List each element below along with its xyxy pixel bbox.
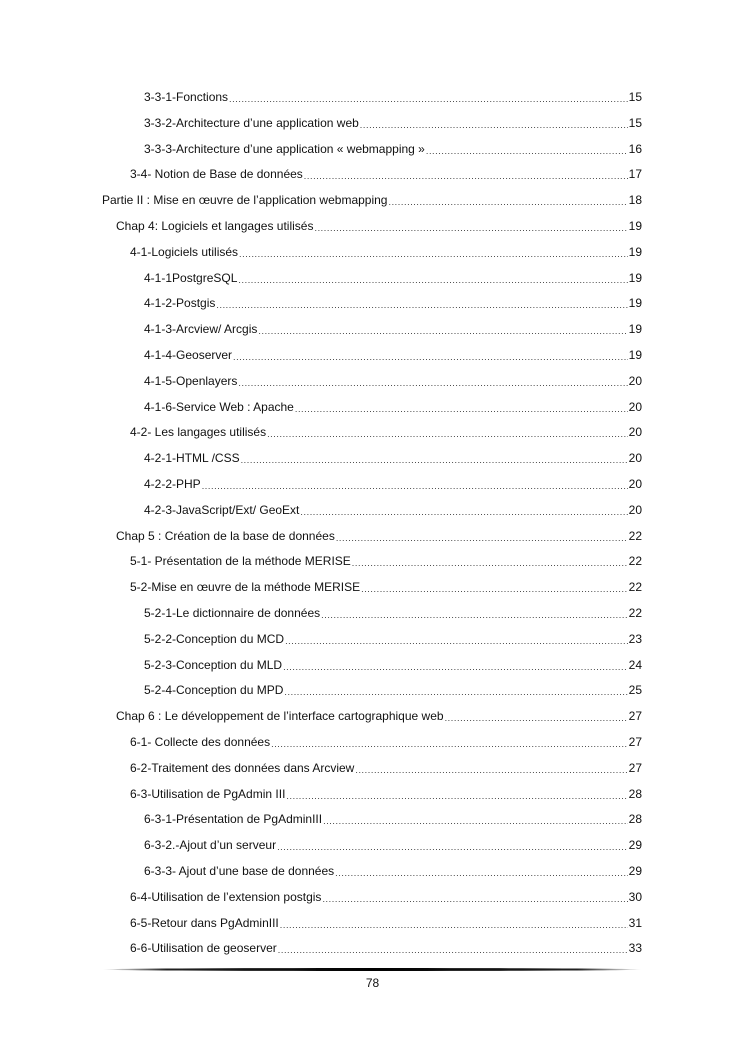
toc-dot-leader xyxy=(300,507,627,517)
toc-dot-leader xyxy=(202,481,628,491)
toc-entry[interactable] xyxy=(130,243,642,259)
toc-entry-title: 6-3-3- Ajout d’une base de données xyxy=(144,864,335,878)
toc-entry-title: 5-2-4-Conception du MPD xyxy=(144,683,284,697)
toc-entry[interactable] xyxy=(144,836,642,852)
toc-entry-title: Chap 4: Logiciels et langages utilisés xyxy=(116,219,314,233)
toc-entry-page: 20 xyxy=(628,503,642,517)
toc-entry-title: 4-1-2-Postgis xyxy=(144,296,216,310)
toc-dot-leader xyxy=(241,455,628,465)
toc-entry-title: 4-1-4-Geoserver xyxy=(144,348,233,362)
toc-entry-page: 31 xyxy=(628,916,642,930)
toc-dot-leader xyxy=(360,120,628,130)
toc-dot-leader xyxy=(304,171,628,181)
toc-entry-page: 22 xyxy=(628,606,642,620)
toc-dot-leader xyxy=(233,352,628,362)
toc-entry-page: 29 xyxy=(628,838,642,852)
toc-entry-title: 6-3-1-Présentation de PgAdminIII xyxy=(144,812,323,826)
toc-dot-leader xyxy=(388,197,627,207)
toc-entry-page: 19 xyxy=(628,322,642,336)
footer-divider xyxy=(102,968,642,971)
toc-entry[interactable] xyxy=(144,501,642,517)
toc-entry-page: 28 xyxy=(628,812,642,826)
toc-entry-title: 4-1-5-Openlayers xyxy=(144,374,238,388)
toc-dot-leader xyxy=(229,94,628,104)
toc-entry-title: 6-4-Utilisation de l’extension postgis xyxy=(130,890,322,904)
toc-entry[interactable] xyxy=(130,578,642,594)
toc-entry[interactable] xyxy=(130,888,642,904)
toc-entry-title: 6-1- Collecte des données xyxy=(130,735,271,749)
toc-entry-title: 3-3-1-Fonctions xyxy=(144,90,229,104)
toc-entry[interactable] xyxy=(144,88,642,104)
toc-dot-leader xyxy=(284,687,627,697)
toc-entry[interactable] xyxy=(144,449,642,465)
toc-entry-title: Chap 5 : Création de la base de données xyxy=(116,529,335,543)
toc-entry-title: 4-2-2-PHP xyxy=(144,477,201,491)
toc-entry-page: 20 xyxy=(628,400,642,414)
toc-entry-page: 22 xyxy=(628,580,642,594)
toc-entry-title: Partie II : Mise en œuvre de l’application webmapping xyxy=(102,193,388,207)
toc-entry-page: 18 xyxy=(628,193,642,207)
toc-entry-title: 6-6-Utilisation de geoserver xyxy=(130,941,277,955)
toc-entry-page: 19 xyxy=(628,271,642,285)
toc-entry[interactable] xyxy=(102,191,642,207)
toc-entry-page: 16 xyxy=(628,142,642,156)
toc-entry-page: 22 xyxy=(628,529,642,543)
toc-entry-page: 29 xyxy=(628,864,642,878)
toc-entry[interactable] xyxy=(144,294,642,310)
toc-entry-page: 19 xyxy=(628,348,642,362)
toc-entry[interactable] xyxy=(130,759,642,775)
toc-dot-leader xyxy=(361,584,628,594)
toc-entry-page: 33 xyxy=(628,941,642,955)
toc-entry-title: 5-1- Présentation de la méthode MERISE xyxy=(130,554,351,568)
toc-entry-page: 15 xyxy=(628,116,642,130)
toc-entry[interactable] xyxy=(144,269,642,285)
toc-dot-leader xyxy=(267,429,628,439)
toc-dot-leader xyxy=(238,275,627,285)
toc-dot-leader xyxy=(271,739,628,749)
toc-entry[interactable] xyxy=(144,810,642,826)
toc-entry-page: 20 xyxy=(628,477,642,491)
toc-entry[interactable] xyxy=(116,707,642,723)
toc-dot-leader xyxy=(238,378,627,388)
toc-entry[interactable] xyxy=(130,423,642,439)
toc-entry-page: 20 xyxy=(628,451,642,465)
toc-entry-title: 4-1-Logiciels utilisés xyxy=(130,245,239,259)
toc-dot-leader xyxy=(314,223,627,233)
toc-dot-leader xyxy=(239,249,628,259)
toc-dot-leader xyxy=(336,533,628,543)
toc-dot-leader xyxy=(352,558,628,568)
toc-entry[interactable] xyxy=(130,914,642,930)
toc-entry[interactable] xyxy=(144,346,642,362)
toc-entry-title: 4-1-3-Arcview/ Arcgis xyxy=(144,322,258,336)
toc-entry[interactable] xyxy=(144,862,642,878)
toc-entry[interactable] xyxy=(144,140,642,156)
toc-entry-title: 4-1-6-Service Web : Apache xyxy=(144,400,294,414)
toc-entry-title: 6-3-Utilisation de PgAdmin III xyxy=(130,787,286,801)
toc-entry-page: 25 xyxy=(628,683,642,697)
toc-entry[interactable] xyxy=(144,320,642,336)
toc-entry-page: 23 xyxy=(628,632,642,646)
toc-dot-leader xyxy=(323,816,628,826)
toc-entry[interactable] xyxy=(144,475,642,491)
toc-dot-leader xyxy=(322,894,627,904)
toc-entry[interactable] xyxy=(130,165,642,181)
toc-entry-title: 5-2-1-Le dictionnaire de données xyxy=(144,606,321,620)
toc-entry[interactable] xyxy=(130,939,642,955)
toc-entry-page: 19 xyxy=(628,296,642,310)
toc-entry-title: 5-2-3-Conception du MLD xyxy=(144,658,283,672)
toc-entry-page: 22 xyxy=(628,554,642,568)
toc-entry-page: 28 xyxy=(628,787,642,801)
toc-entry-page: 27 xyxy=(628,735,642,749)
toc-entry[interactable] xyxy=(144,630,642,646)
toc-entry[interactable] xyxy=(130,785,642,801)
toc-dot-leader xyxy=(355,765,627,775)
page-number: 78 xyxy=(365,976,380,990)
toc-entry[interactable] xyxy=(130,552,642,568)
toc-dot-leader xyxy=(321,610,628,620)
toc-dot-leader xyxy=(283,662,628,672)
toc-dot-leader xyxy=(445,713,628,723)
toc-entry-title: Chap 6 : Le développement de l’interface cartographique web xyxy=(116,709,444,723)
toc-dot-leader xyxy=(286,791,627,801)
toc-entry-title: 5-2-Mise en œuvre de la méthode MERISE xyxy=(130,580,361,594)
toc-entry[interactable] xyxy=(144,681,642,697)
toc-entry[interactable] xyxy=(130,733,642,749)
toc-entry[interactable] xyxy=(144,398,642,414)
toc-dot-leader xyxy=(335,868,627,878)
toc-entry-page: 20 xyxy=(628,425,642,439)
toc-entry-title: 4-2-1-HTML /CSS xyxy=(144,451,240,465)
toc-entry-title: 3-4- Notion de Base de données xyxy=(130,167,303,181)
toc-entry-page: 17 xyxy=(628,167,642,181)
toc-dot-leader xyxy=(280,920,628,930)
toc-entry-title: 5-2-2-Conception du MCD xyxy=(144,632,285,646)
toc-dot-leader xyxy=(426,146,628,156)
toc-entry-page: 27 xyxy=(628,709,642,723)
toc-entry[interactable] xyxy=(144,372,642,388)
toc-entry-title: 6-2-Traitement des données dans Arcview xyxy=(130,761,355,775)
toc-entry-page: 27 xyxy=(628,761,642,775)
toc-entry[interactable] xyxy=(116,217,642,233)
toc-entry-page: 30 xyxy=(628,890,642,904)
toc-entry-title: 3-3-2-Architecture d’une application web xyxy=(144,116,359,130)
toc-dot-leader xyxy=(285,636,628,646)
toc-entry-title: 4-2- Les langages utilisés xyxy=(130,425,267,439)
toc-entry-title: 4-1-1PostgreSQL xyxy=(144,271,238,285)
toc-entry-page: 20 xyxy=(628,374,642,388)
toc-entry[interactable] xyxy=(144,656,642,672)
toc-dot-leader xyxy=(278,945,628,955)
toc-dot-leader xyxy=(295,404,628,414)
toc-entry-page: 24 xyxy=(628,658,642,672)
toc-entry-page: 19 xyxy=(628,219,642,233)
toc-entry-title: 3-3-3-Architecture d’une application « webmapping » xyxy=(144,142,425,156)
toc-entry-title: 6-3-2.-Ajout d’un serveur xyxy=(144,838,277,852)
toc-entry[interactable] xyxy=(144,604,642,620)
toc-entry[interactable] xyxy=(144,114,642,130)
toc-dot-leader xyxy=(216,300,627,310)
toc-entry-title: 4-2-3-JavaScript/Ext/ GeoExt xyxy=(144,503,300,517)
toc-dot-leader xyxy=(277,842,628,852)
toc-entry-page: 19 xyxy=(628,245,642,259)
toc-entry[interactable] xyxy=(116,527,642,543)
toc-dot-leader xyxy=(258,326,627,336)
toc-entry-title: 6-5-Retour dans PgAdminIII xyxy=(130,916,279,930)
toc-entry-page: 15 xyxy=(628,90,642,104)
